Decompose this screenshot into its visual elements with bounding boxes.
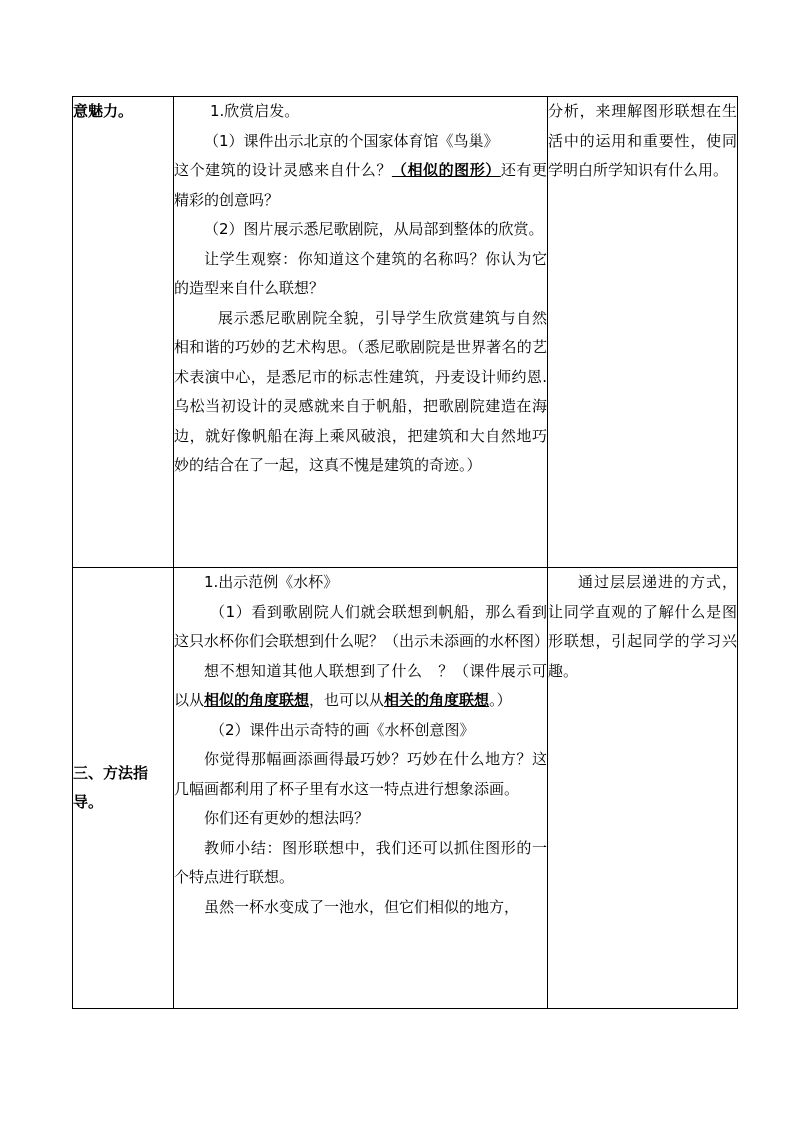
lesson-plan-table: [72, 96, 738, 1009]
paragraph: 1.出示范例《水杯》: [204, 573, 339, 591]
paragraph: 分析，来理解图形联想在生活中的运用和重要性，使同学明白所学知识有什么用。: [548, 102, 737, 179]
paragraph: （1）看到歌剧院人们就会联想到帆船，那么看到这只水杯你们会联想到什么呢？（出示未添画的水杯图）: [174, 602, 550, 650]
text-run: 还有更精彩的创意吗？: [174, 161, 547, 209]
text-run: ，也可以从: [309, 691, 385, 709]
content-cell: [174, 568, 548, 1009]
text-run: 这个建筑的设计灵感来自什么？: [174, 161, 392, 179]
table-row: [73, 97, 738, 568]
paragraph: 通过层层递进的方式，让同学直观的了解什么是图形联想，引起同学的学习兴趣。: [548, 573, 737, 680]
highlighted-term: 相关的角度联想: [384, 691, 490, 709]
paragraph: 教师小结：图形联想中，我们还可以抓住图形的一个特点进行联想。: [174, 838, 547, 886]
paragraph: （2）课件出示奇特的画《水杯创意图》: [210, 720, 475, 739]
text-run: 想不想知道其他人联想到了什么 ？（课件展示可以从: [174, 661, 547, 709]
highlighted-term: （相似的图形）: [391, 161, 501, 179]
paragraph: （2）图片展示悉尼歌剧院，从局部到整体的欣赏。: [204, 220, 544, 238]
paragraph: [174, 657, 547, 716]
paragraph: （1）课件出示北京的个国家体育馆《鸟巢》: [204, 131, 499, 150]
paragraph: 你觉得那幅画添画得最巧妙？巧妙在什么地方？这几幅画都利用了杯子里有水这一特点进行想象添画。: [174, 750, 547, 798]
content-cell: [174, 97, 548, 568]
paragraph: 你们还有更妙的想法吗？: [204, 809, 370, 827]
table-row: [73, 568, 738, 1009]
note-cell: [548, 97, 738, 568]
paragraph: 虽然一杯水变成了一池水，但它们相似的地方，: [204, 897, 520, 916]
text-run: 。）: [489, 691, 512, 709]
highlighted-term: 相似的角度联想: [204, 691, 310, 709]
stage-cell: 意魅力。: [73, 97, 174, 568]
note-cell: [548, 568, 738, 1009]
paragraph: 展示悉尼歌剧院全貌，引导学生欣赏建筑与自然相和谐的巧妙的艺术构思。（悉尼歌剧院是世界著名的艺术表演中心，是悉尼市的标志性建筑，丹麦设计师约恩.乌松当初设计的灵感就来自于帆船，把歌剧院建造在海边，就好像帆船在海上乘风破浪，把建筑和大自然地巧妙的结合在了一起，这真不愧是建筑的奇迹。）: [174, 308, 547, 474]
stage-cell: 三、方法指导。: [73, 568, 174, 1009]
paragraph: [174, 156, 547, 215]
paragraph: 1.欣赏启发。: [210, 102, 300, 120]
paragraph: 让学生观察：你知道这个建筑的名称吗？你认为它的造型来自什么联想？: [174, 249, 547, 297]
